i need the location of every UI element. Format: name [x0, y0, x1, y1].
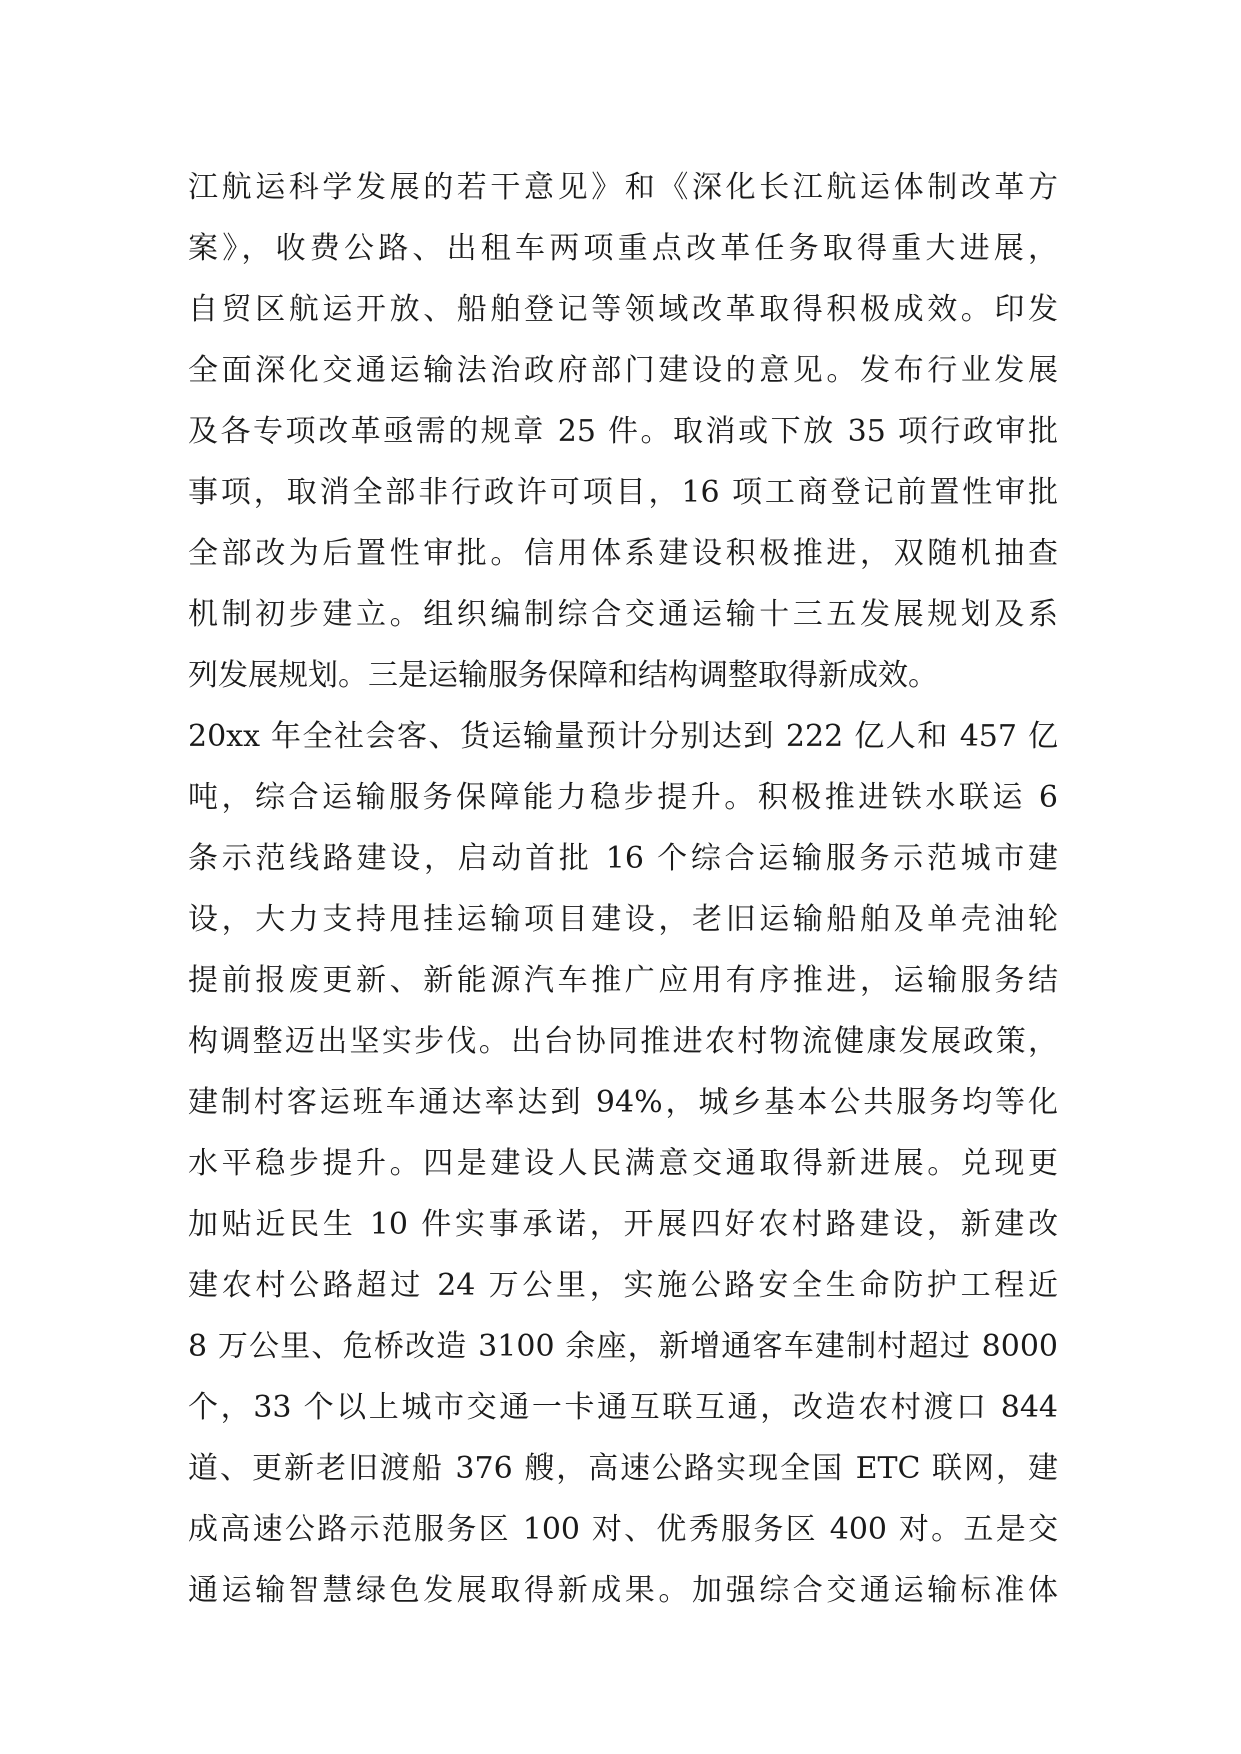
text-line: 设，大力支持甩挂运输项目建设，老旧运输船舶及单壳油轮: [188, 902, 1058, 937]
text-line: 建农村公路超过 24 万公里，实施公路安全生命防护工程近: [188, 1268, 1058, 1303]
text-line: 自贸区航运开放、船舶登记等领域改革取得积极成效。印发: [188, 292, 1058, 327]
text-line: 江航运科学发展的若干意见》和《深化长江航运体制改革方: [188, 170, 1058, 205]
text-line: 事项，取消全部非行政许可项目，16 项工商登记前置性审批: [188, 475, 1058, 510]
text-line: 机制初步建立。组织编制综合交通运输十三五发展规划及系: [188, 597, 1058, 632]
text-line: 案》，收费公路、出租车两项重点改革任务取得重大进展，: [188, 231, 1058, 266]
text-line: 建制村客运班车通达率达到 94%，城乡基本公共服务均等化: [188, 1085, 1058, 1120]
text-line: 列发展规划。三是运输服务保障和结构调整取得新成效。: [188, 658, 938, 693]
body-text: [188, 157, 1058, 1621]
text-line: 成高速公路示范服务区 100 对、优秀服务区 400 对。五是交: [188, 1512, 1058, 1547]
text-line: 8 万公里、危桥改造 3100 余座，新增通客车建制村超过 8000: [188, 1329, 1058, 1364]
text-line: 构调整迈出坚实步伐。出台协同推进农村物流健康发展政策，: [188, 1024, 1058, 1059]
text-line: 提前报废更新、新能源汽车推广应用有序推进，运输服务结: [188, 963, 1058, 998]
text-line: 加贴近民生 10 件实事承诺，开展四好农村路建设，新建改: [188, 1207, 1058, 1242]
text-line: 水平稳步提升。四是建设人民满意交通取得新进展。兑现更: [188, 1146, 1058, 1181]
text-line: 道、更新老旧渡船 376 艘，高速公路实现全国 ETC 联网，建: [188, 1451, 1058, 1486]
text-line: 个，33 个以上城市交通一卡通互联互通，改造农村渡口 844: [188, 1390, 1058, 1425]
text-line: 及各专项改革亟需的规章 25 件。取消或下放 35 项行政审批: [188, 414, 1058, 449]
text-line: 条示范线路建设，启动首批 16 个综合运输服务示范城市建: [188, 841, 1058, 876]
text-line: 全部改为后置性审批。信用体系建设积极推进，双随机抽查: [188, 536, 1058, 571]
text-line: 通运输智慧绿色发展取得新成果。加强综合交通运输标准体: [188, 1573, 1058, 1608]
text-line: 20xx 年全社会客、货运输量预计分别达到 222 亿人和 457 亿: [188, 719, 1058, 754]
text-line: 吨，综合运输服务保障能力稳步提升。积极推进铁水联运 6: [188, 780, 1058, 815]
text-line: 全面深化交通运输法治政府部门建设的意见。发布行业发展: [188, 353, 1058, 388]
